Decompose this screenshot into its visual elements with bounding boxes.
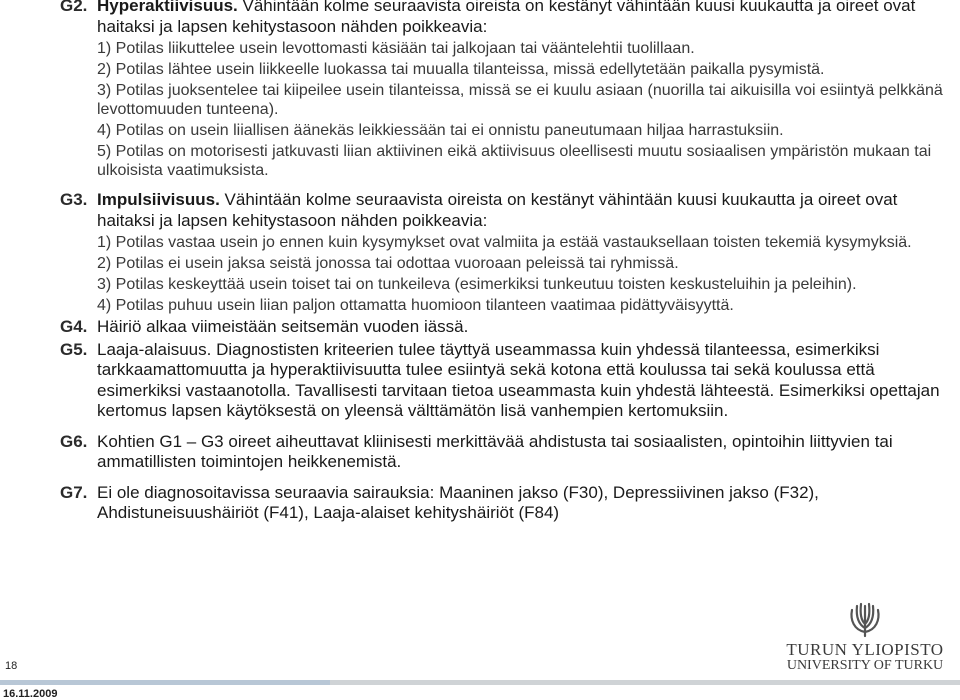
list-item: 2) Potilas ei usein jaksa seistä jonossa tai odottaa vuoroaan peleissä tai ryhmissä. bbox=[97, 255, 679, 272]
section-g6 bbox=[60, 432, 950, 473]
logo-text-english: UNIVERSITY OF TURKU bbox=[786, 658, 944, 673]
university-logo bbox=[780, 598, 950, 674]
section-intro: Vähintään kolme seuraavista oireista on kestänyt vähintään kuusi kuukautta ja oireet ovat haitaksi ja lapsen kehitystasoon nähden poikkeavia: bbox=[97, 190, 898, 230]
section-title: Impulsiivisuus. bbox=[97, 190, 220, 209]
section-code: G6. bbox=[60, 431, 88, 451]
section-g2-items bbox=[60, 39, 950, 180]
list-item: 4) Potilas puhuu usein liian paljon ottamatta huomioon tilanteen vaatimaa pidättyväisyyttä. bbox=[97, 297, 734, 314]
section-g3-items bbox=[60, 233, 950, 315]
section-code: G4. bbox=[60, 317, 88, 336]
page-number: 18 bbox=[5, 660, 18, 672]
section-code: G5. bbox=[60, 339, 88, 359]
list-item: 5) Potilas on motorisesti jatkuvasti liian aktiivinen eikä aktiivisuus oleellisesti muutu sosiaalisen ympäristön mukaan tai ulkoisista vaatimuksista. bbox=[97, 143, 932, 179]
list-item: 2) Potilas lähtee usein liikkeelle luokassa tai muualla tilanteissa, missä edellytetään paikalla pysymistä. bbox=[97, 61, 825, 78]
section-g5 bbox=[60, 340, 950, 422]
section-intro: Vähintään kolme seuraavista oireista on kestänyt vähintään kuusi kuukautta ja oireet ovat haitaksi ja lapsen kehitystasoon nähden poikkeavia: bbox=[97, 0, 916, 36]
list-item: 1) Potilas liikuttelee usein levottomasti käsiään tai jalkojaan tai vääntelehtii tuolillaan. bbox=[97, 40, 695, 57]
section-text: Laaja-alaisuus. Diagnostisten kriteerien tulee täyttyä useammassa kuin yhdessä tilanteessa, esimerkiksi tarkkaamattomuutta ja hyperaktiivisuutta tulee esiintyä sekä kotona että koulussa tai sekä koulussa että esimerkiksi vastaanotolla. Tavallisesti tarvitaan tietoa useammasta kuin yhdestä lähteestä. Esimerkiksi opettajan kertomus lapsen käytöksestä on yleensä välttämätön lisä vanhempien kertomuksiin. bbox=[97, 339, 940, 420]
section-g4 bbox=[60, 317, 950, 338]
section-title: Hyperaktiivisuus. bbox=[97, 0, 238, 15]
section-code: G2. bbox=[60, 0, 88, 15]
list-item: 3) Potilas keskeyttää usein toiset tai on tunkeileva (esimerkiksi tunkeutuu toisten keskusteluihin ja peleihin). bbox=[97, 276, 857, 293]
logo-text-finnish: TURUN YLIOPISTO bbox=[786, 640, 944, 659]
section-text: Häiriö alkaa viimeistään seitsemän vuoden iässä. bbox=[97, 317, 469, 336]
section-code: G7. bbox=[60, 482, 88, 502]
section-code: G3. bbox=[60, 190, 88, 209]
footer-bar-blue bbox=[0, 680, 330, 685]
list-item: 4) Potilas on usein liiallisen äänekäs leikkiessään tai ei onnistu paneutumaan hiljaa harrastuksiin. bbox=[97, 122, 784, 139]
footer-bar-grey bbox=[330, 680, 960, 685]
slide-content bbox=[60, 0, 950, 524]
section-g2 bbox=[60, 0, 950, 37]
section-text: Kohtien G1 – G3 oireet aiheuttavat kliinisesti merkittävää ahdistusta tai sosiaalisten, opintoihin liittyvien tai ammatillisten toimintojen heikkenemistä. bbox=[97, 431, 893, 471]
list-item: 3) Potilas juoksentelee tai kiipeilee usein tilanteissa, missä se ei kuulu asiaan (nuorilla tai aikuisilla voi esiintyä pelkkänä levottomuuden tunteena). bbox=[97, 82, 943, 118]
footer-date: 16.11.2009 bbox=[3, 688, 58, 700]
list-item: 1) Potilas vastaa usein jo ennen kuin kysymykset ovat valmiita ja estää vastauksellaan toisten tekemiä kysymyksiä. bbox=[97, 234, 912, 251]
section-text: Ei ole diagnosoitavissa seuraavia sairauksia: Maaninen jakso (F30), Depressiivinen jakso (F32), Ahdistuneisuushäiriöt (F41), Laaja-alaiset kehityshäiriöt (F84) bbox=[97, 482, 819, 522]
section-g3 bbox=[60, 190, 950, 231]
university-emblem-icon bbox=[780, 598, 950, 638]
section-g7 bbox=[60, 483, 950, 524]
